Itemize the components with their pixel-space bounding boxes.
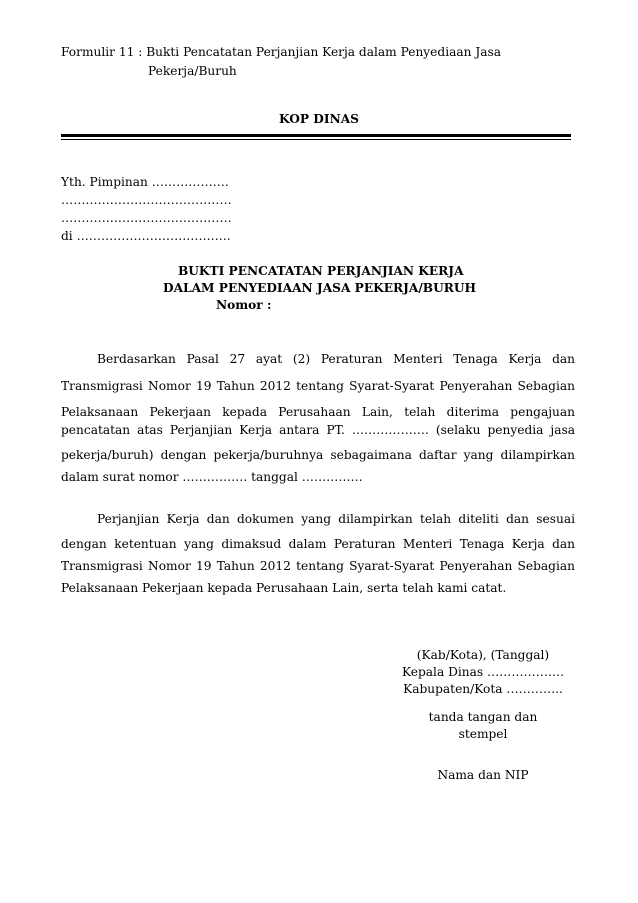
- signature-sign-line1: tanda tangan dan: [428, 710, 538, 724]
- signature-region: Kabupaten/Kota …………..: [403, 682, 563, 696]
- signature-position: Kepala Dinas ……………….: [401, 665, 564, 679]
- paragraph-line: Transmigrasi Nomor 19 Tahun 2012 tentang Syarat-Syarat Penyerahan Sebagian: [61, 379, 575, 393]
- signature-name-nip: Nama dan NIP: [437, 768, 529, 782]
- document-number-label: Nomor :: [216, 298, 272, 312]
- address-line: di ………………………………..: [61, 229, 231, 243]
- header-rule-thin: [61, 139, 571, 140]
- paragraph-line: Perjanjian Kerja dan dokumen yang dilampirkan telah diteliti dan sesuai: [97, 512, 575, 526]
- paragraph-line: dalam surat nomor ……………. tanggal ……………: [61, 470, 363, 484]
- paragraph-line: pencatatan atas Perjanjian Kerja antara PT. ………………. (selaku penyedia jasa: [61, 423, 575, 437]
- form-label-continuation: Pekerja/Buruh: [148, 64, 237, 78]
- document-title-line2: DALAM PENYEDIAAN JASA PEKERJA/BURUH: [163, 281, 476, 295]
- signature-place-date: (Kab/Kota), (Tanggal): [416, 648, 550, 662]
- paragraph-line: Berdasarkan Pasal 27 ayat (2) Peraturan Menteri Tenaga Kerja dan: [97, 352, 575, 366]
- header-rule-thick: [61, 134, 571, 137]
- kop-dinas: KOP DINAS: [279, 112, 359, 126]
- paragraph-line: pekerja/buruh) dengan pekerja/buruhnya sebagaimana daftar yang dilampirkan: [61, 448, 575, 462]
- paragraph-line: Transmigrasi Nomor 19 Tahun 2012 tentang Syarat-Syarat Penyerahan Sebagian: [61, 559, 575, 573]
- paragraph-line: Pelaksanaan Pekerjaan kepada Perusahaan Lain, serta telah kami catat.: [61, 581, 507, 595]
- paragraph-line: Pelaksanaan Pekerjaan kepada Perusahaan Lain, telah diterima pengajuan: [61, 405, 575, 419]
- document-title-line1: BUKTI PENCATATAN PERJANJIAN KERJA: [178, 264, 464, 278]
- address-line: ……………………………………: [61, 211, 232, 225]
- address-line: ……………………………………: [61, 193, 232, 207]
- form-label: Formulir 11 : Bukti Pencatatan Perjanjian Kerja dalam Penyediaan Jasa: [61, 45, 502, 59]
- signature-sign-line2: stempel: [458, 727, 508, 741]
- paragraph-line: dengan ketentuan yang dimaksud dalam Peraturan Menteri Tenaga Kerja dan: [61, 537, 575, 551]
- address-line: Yth. Pimpinan ……………….: [61, 175, 229, 189]
